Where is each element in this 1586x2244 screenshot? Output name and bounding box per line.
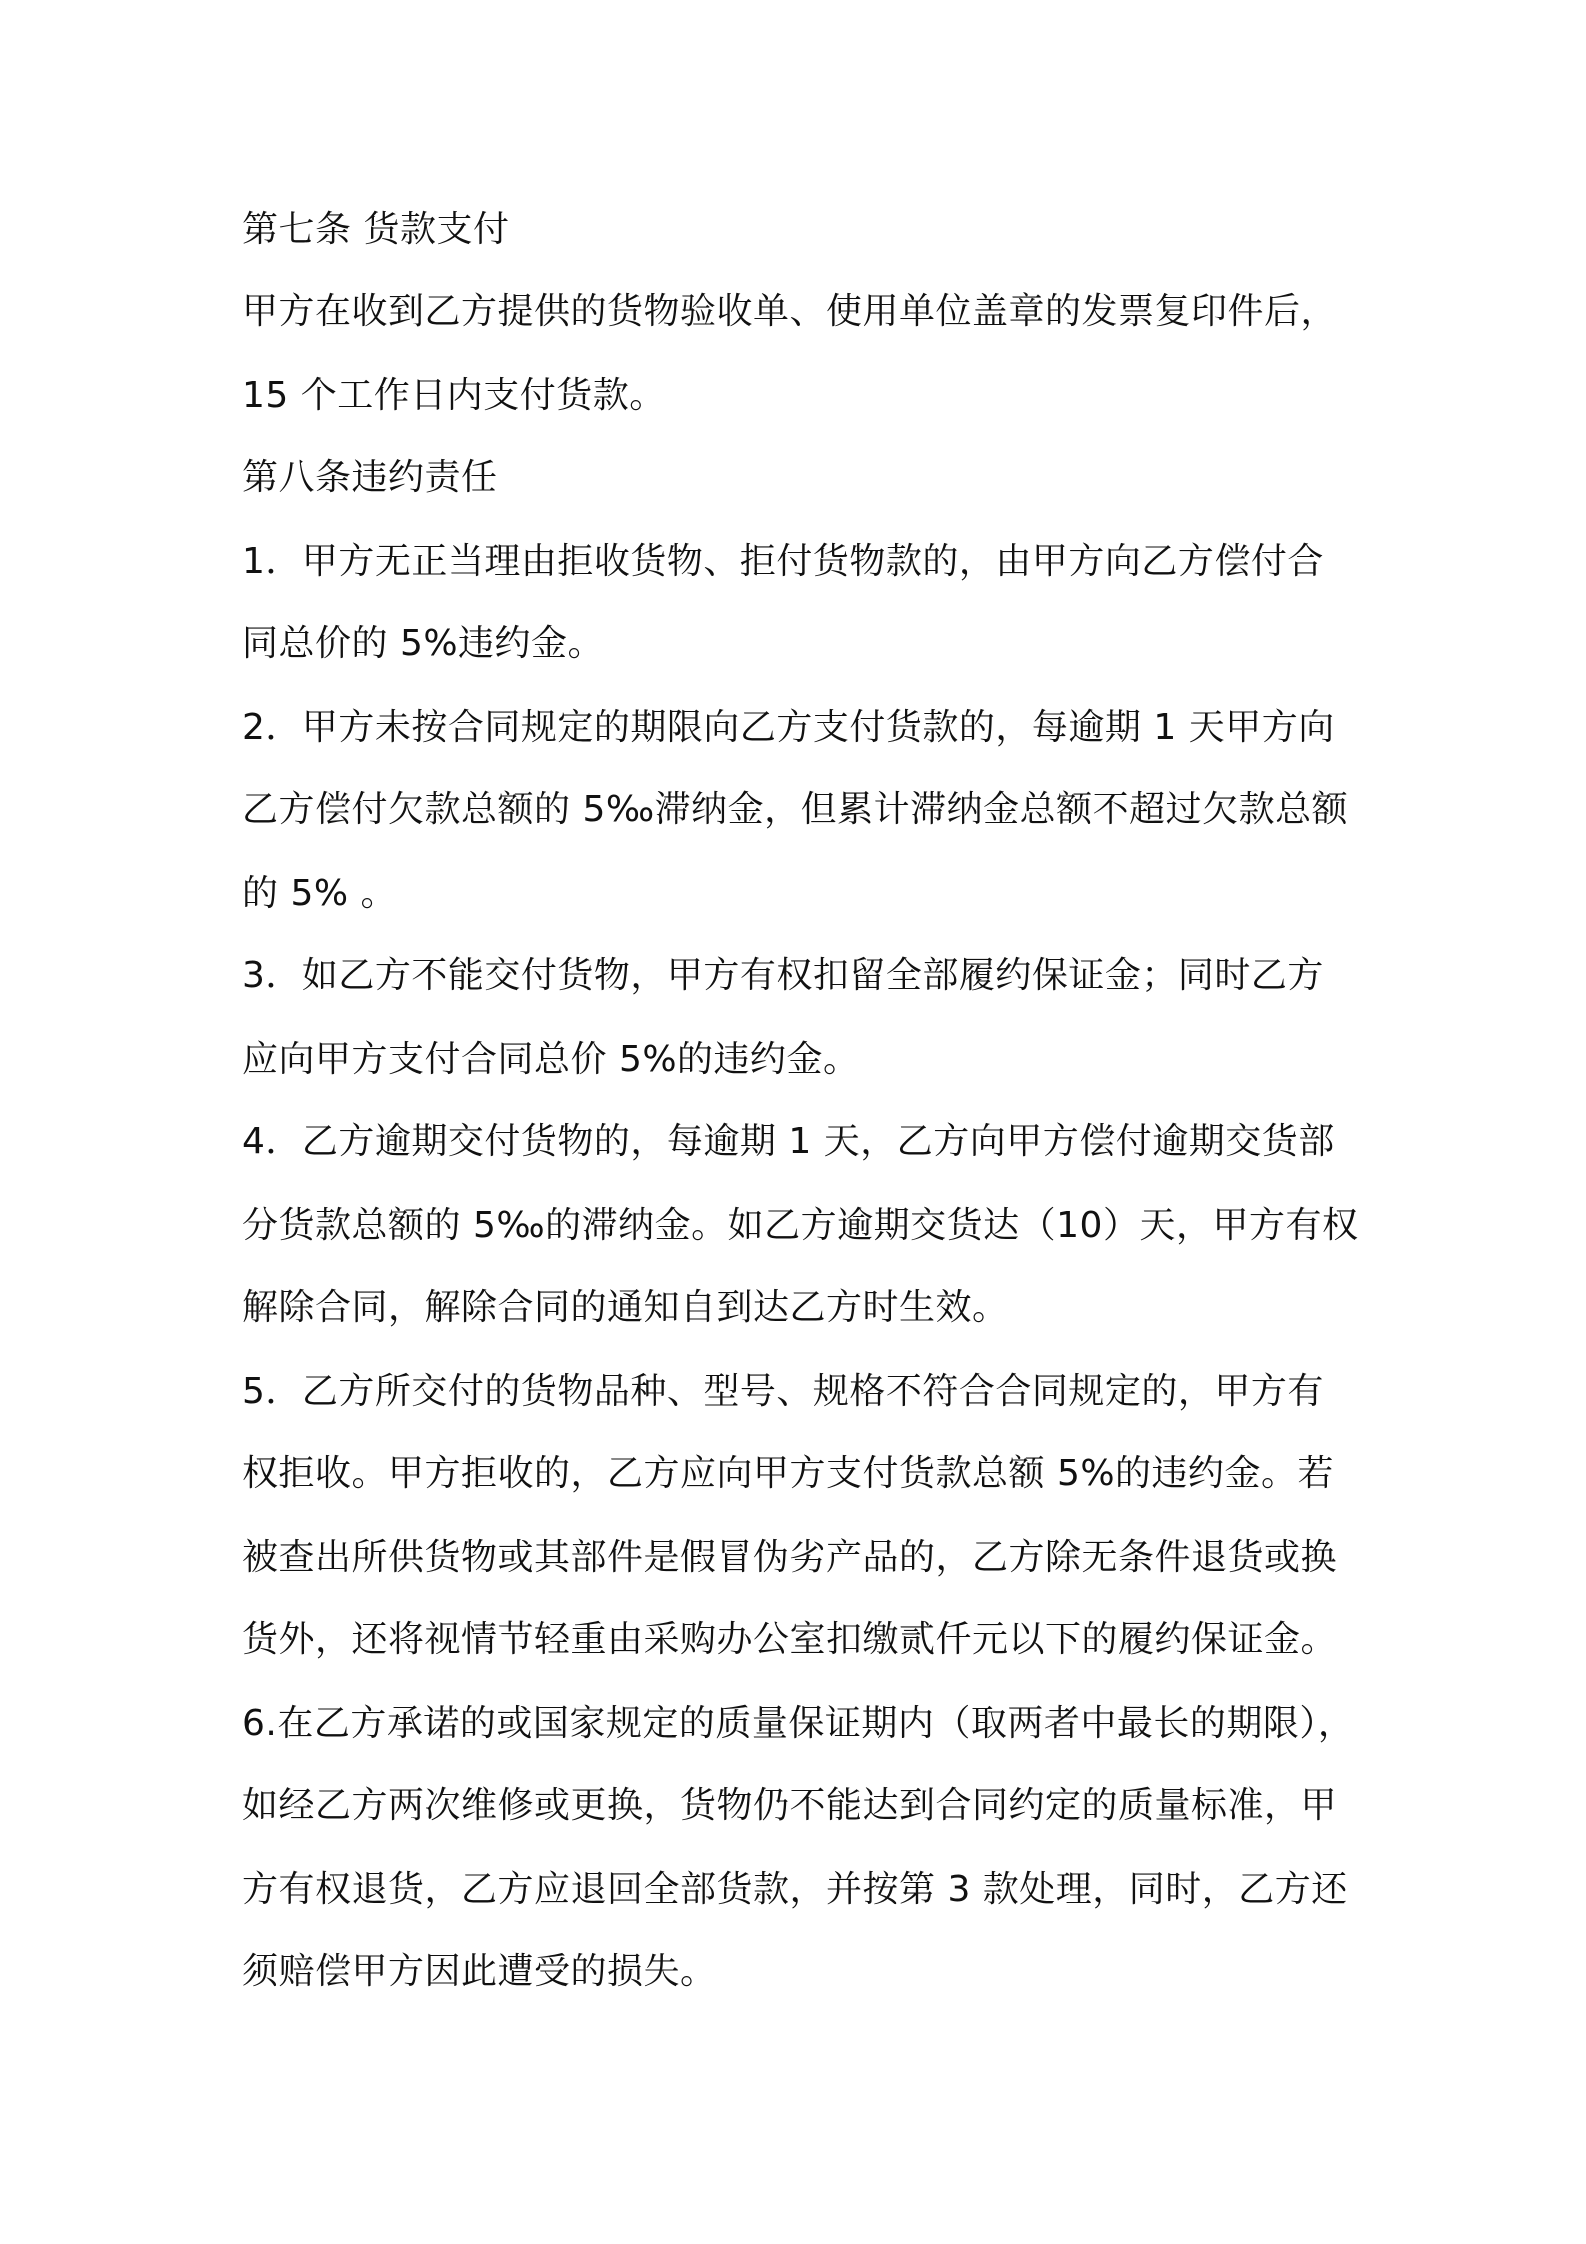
text-line: 3．如乙方不能交付货物，甲方有权扣留全部履约保证金；同时乙方 [242,955,1324,996]
text-line: 应向甲方支付合同总价 5%的违约金。 [242,1039,860,1080]
text-line: 2．甲方未按合同规定的期限向乙方支付货款的，每逾期 1 天甲方向 [242,707,1335,748]
text-line: 4．乙方逾期交付货物的，每逾期 1 天，乙方向甲方偿付逾期交货部 [242,1121,1335,1162]
text-line: 乙方偿付欠款总额的 5‰滞纳金，但累计滞纳金总额不超过欠款总额 [242,789,1349,830]
text-line: 分货款总额的 5‰的滞纳金。如乙方逾期交货达（10）天，甲方有权 [242,1205,1359,1246]
text-line: 1．甲方无正当理由拒收货物、拒付货物款的，由甲方向乙方偿付合 [242,541,1324,582]
text-line: 甲方在收到乙方提供的货物验收单、使用单位盖章的发票复印件后， [242,291,1338,332]
text-line: 如经乙方两次维修或更换，货物仍不能达到合同约定的质量标准，甲 [242,1785,1338,1826]
text-line: 方有权退货，乙方应退回全部货款，并按第 3 款处理，同时，乙方还 [242,1869,1348,1910]
text-line: 同总价的 5%违约金。 [242,623,605,664]
text-line: 的 5% 。 [242,873,397,914]
article-7-heading: 第七条 货款支付 [242,209,510,250]
text-line: 解除合同，解除合同的通知自到达乙方时生效。 [242,1287,1009,1328]
article-8-heading: 第八条违约责任 [242,457,498,498]
text-line: 6.在乙方承诺的或国家规定的质量保证期内（取两者中最长的期限）， [242,1703,1355,1744]
text-line: 15 个工作日内支付货款。 [242,375,666,416]
text-line: 5．乙方所交付的货物品种、型号、规格不符合合同规定的，甲方有 [242,1371,1324,1412]
text-line: 须赔偿甲方因此遭受的损失。 [242,1951,717,1992]
text-line: 被查出所供货物或其部件是假冒伪劣产品的，乙方除无条件退货或换 [242,1537,1338,1578]
text-line: 权拒收。甲方拒收的，乙方应向甲方支付货款总额 5%的违约金。若 [242,1453,1335,1494]
text-line: 货外，还将视情节轻重由采购办公室扣缴贰仟元以下的履约保证金。 [242,1619,1338,1660]
